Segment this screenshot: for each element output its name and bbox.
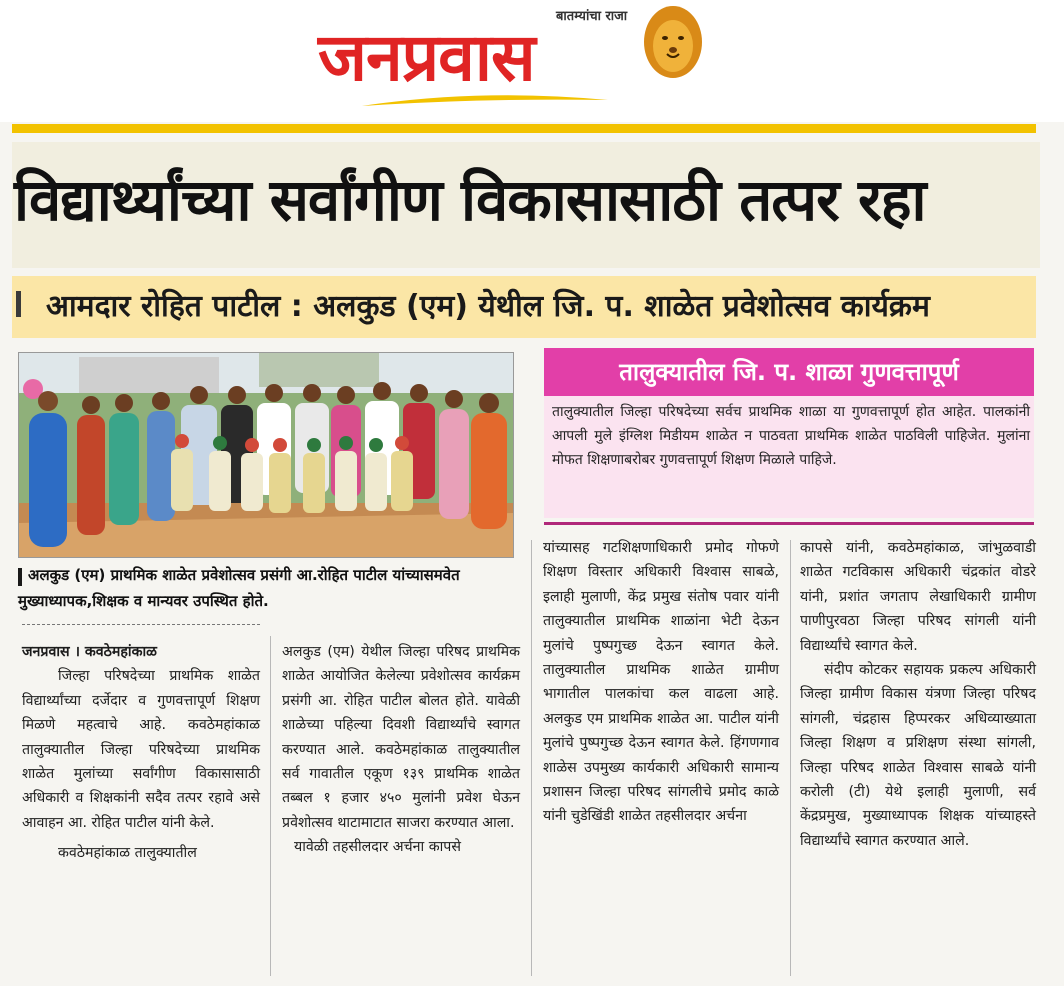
article-paragraph: जिल्हा परिषदेच्या प्राथमिक शाळेत विद्यार्थ्यांच्या दर्जेदार व गुणवत्तापूर्ण शिक्षण मिळणे महत्वाचे आहे. कवठेमहांकाळ तालुक्यातील जिल्हा परिषदेच्या प्राथमिक शाळेत मुलांच्या सर्वांगीण विकासासाठी अधिकारी व शिक्षकांनी सदैव तत्पर रहावे असे आवाहन आ. रोहित पाटील यांनी केले. [22,668,260,831]
column-divider [790,540,791,976]
column-divider [531,540,532,976]
article-paragraph: यावेळी तहसीलदार अर्चना कापसे [294,839,461,856]
column-divider [270,636,271,976]
subheadline-marker [16,291,21,317]
masthead-tagline: बातम्यांचा राजा [556,9,628,24]
sidebar-title: तालुक्यातील जि. प. शाळा गुणवत्तापूर्ण [619,358,959,386]
sidebar-text: तालुक्यातील जिल्हा परिषदेच्या सर्वच प्राथमिक शाळा या गुणवत्तापूर्ण होत आहेत. पालकांनी आपली मुले इंग्लिश मिडीयम शाळेत न पाठवता प्राथमिक शाळेत पाठविली पाहिजेत. मुलांना मोफत शिक्षणाबरोबर गुणवत्तापूर्ण शिक्षण मिळाले पाहिजे. [552,404,1030,468]
article-paragraph: संदीप कोटकर सहायक प्रकल्प अधिकारी जिल्हा ग्रामीण विकास यंत्रणा जिल्हा परिषद सांगली, चंद्रहास हिप्परकर अधिव्याख्याता जिल्हा शिक्षण व प्रशिक्षण संस्था सांगली, जिल्हा परिषद शाळेत विश्वास साबळे यांनी करोली (टी) येथे इलाही मुलाणी, सर्व केंद्रप्रमुख, मुख्याध्यापक शिक्षक यांच्याहस्ते विद्यार्थ्यांचे स्वागत करण्यात आले. [800,662,1036,849]
event-photo [18,352,514,558]
article-column-4 [800,536,1036,853]
sidebar-rule [544,522,1034,525]
logo-swoosh-icon [360,92,610,110]
article-paragraph: कापसे यांनी, कवठेमहांकाळ, जांभुळवाडी शाळेत गटविकास अधिकारी चंद्रकांत वोडरे यांनी, प्रशांत जगताप लेखाधिकारी ग्रामीण पाणीपुरवठा जिल्हा परिषद सांगली यांनी विद्यार्थ्यांचे स्वागत केले. [800,540,1036,654]
article-column-2 [282,640,520,860]
article-column-1 [22,640,260,866]
photo-caption: अलकुड (एम) प्राथमिक शाळेत प्रवेशोत्सव प्रसंगी आ.रोहित पाटील यांच्यासमवेत मुख्याध्यापक,शिक्षक व मान्यवर उपस्थित होते. [18,566,460,610]
article-paragraph: अलकुड (एम) येथील जिल्हा परिषद प्राथमिक शाळेत आयोजित केलेल्या प्रवेशोत्सव कार्यक्रम प्रसंगी आ. रोहित पाटील बोलत होते. यावेळी शाळेच्या पहिल्या दिवशी विद्यार्थ्यांचे स्वागत करण्यात आले. कवठेमहांकाळ तालुक्यातील सर्व गावातील एकूण १३९ प्राथमिक शाळेत तब्बल १ हजार ४५० मुलांनी प्रवेश घेऊन प्रवेशोत्सव थाटामाटात साजरा करण्यात आला. [282,644,520,831]
subheadline: आमदार रोहित पाटील : अलकुड (एम) येथील जि. प. शाळेत प्रवेशोत्सव कार्यक्रम [46,289,930,324]
dateline: जनप्रवास । कवठेमहांकाळ [22,644,157,660]
article-paragraph: कवठेमहांकाळ तालुक्यातील [58,845,197,862]
masthead-rule [12,124,1036,133]
article-paragraph: यांच्यासह गटशिक्षणाधिकारी प्रमोद गोफणे शिक्षण विस्तार अधिकारी विश्वास साबळे, इलाही मुलाणी, केंद्र प्रमुख संतोष पवार यांनी तालुक्यातील प्राथमिक शाळांना भेटी देऊन मुलांचे पुष्पगुच्छ देऊन स्वागत केले. तालुक्यातील प्राथमिक शाळेत ग्रामीण भागातील पालकांचा कल वाढला आहे. अलकुड एम प्राथमिक शाळेत आ. पाटील यांनी मुलांचे पुष्पगुच्छ देऊन स्वागत केले. हिंगणगाव शाळेस उपमुख्य कार्यकारी अधिकारी सामान्य प्रशासन जिल्हा परिषद सांगलीचे प्रमोद काळे यांनी चुडेखिंडी शाळेत तहसीलदार अर्चना [543,540,779,825]
headline: विद्यार्थ्यांच्या सर्वांगीण विकासासाठी तत्पर रहा [14,166,926,234]
newspaper-logo: जनप्रवास [318,19,535,96]
lion-mascot-icon [642,4,704,82]
article-column-3 [543,536,779,829]
caption-divider [22,624,260,625]
